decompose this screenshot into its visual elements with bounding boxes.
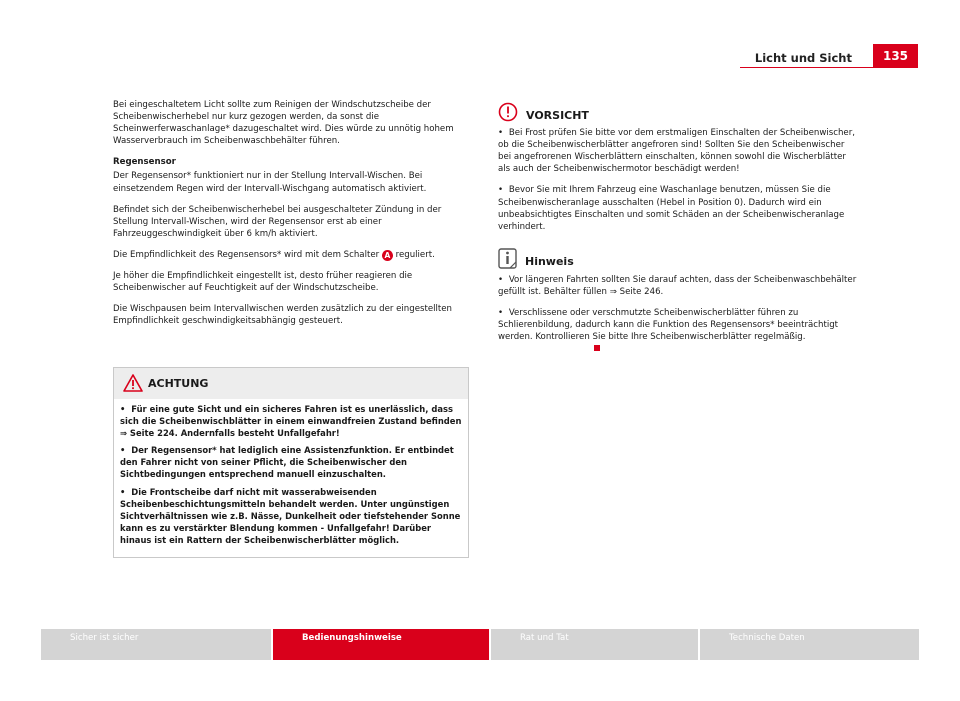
footer-tab-sicher[interactable]: Sicher ist sicher: [41, 629, 271, 660]
paragraph-rain-sensor-speed: Befindet sich der Scheibenwischerhebel bei ausgeschalteter Zündung in der Stellung Intervall-Wischen, wird der Regensensor erst ab einer Fahrzeuggeschwindigkeit über 6 km/h aktiviert.: [113, 204, 442, 239]
warning-triangle-icon: [123, 374, 143, 392]
switch-a-marker: A: [382, 250, 393, 261]
hinweis-title: Hinweis: [525, 255, 574, 269]
section-end-marker: [594, 345, 600, 351]
hinweis-header: [498, 248, 858, 269]
caution-icon: [498, 102, 518, 122]
left-column: [113, 99, 469, 336]
header-rule: [740, 67, 873, 68]
vorsicht-header: [498, 102, 858, 122]
achtung-item: • Der Regensensor* hat lediglich eine Assistenzfunktion. Er entbindet den Fahrer nicht von seiner Pflicht, die Scheibenwischer den Sichtbedingungen entsprechend manuell einzuschalten.: [120, 445, 454, 480]
achtung-item: • Für eine gute Sicht und ein sicheres Fahren ist es unerlässlich, dass sich die Scheibenwischblätter in einem einwandfreien Zustand befinden ⇒ Seite 224. Andernfalls besteht Unfallgefahr!: [120, 404, 462, 439]
hinweis-item: • Verschlissene oder verschmutzte Scheibenwischerblätter führen zu Schlierenbildung, dadurch kann die Funktion des Regensensors* beeinträchtigt werden. Kontrollieren Sie bitte Ihre Scheibenwischerblätter regelmäßig.: [498, 307, 858, 355]
hinweis-item: • Vor längeren Fahrten sollten Sie darauf achten, dass der Scheibenwaschbehälter gefüllt ist. Behälter füllen ⇒ Seite 246.: [498, 274, 857, 297]
paragraph-wipe-pauses: Die Wischpausen beim Intervallwischen werden zusätzlich zu der eingestellten Empfindlichkeit geschwindigkeitsabhängig gesteuert.: [113, 304, 452, 327]
vorsicht-item: • Bevor Sie mit Ihrem Fahrzeug eine Waschanlage benutzen, müssen Sie die Scheibenwischeranlage ausschalten (Hebel in Position 0). Dadurch wird ein unbeabsichtigtes Einschalten und somit Schäden an der Scheibenwischeranlage verhindert.: [498, 185, 845, 232]
sensitivity-text-end: reguliert.: [395, 249, 435, 260]
vorsicht-item: • Bei Frost prüfen Sie bitte vor dem erstmaligen Einschalten der Scheibenwischer, ob die Scheibenwischerblätter angefroren sind! Sollten Sie den Scheibenwischer bei angefrorenen Wischerblättern einschalten, können sowohl die Wischerblätter als auch der Scheibenwischermotor beschädigt werden!: [498, 128, 855, 175]
vorsicht-title: VORSICHT: [526, 109, 589, 122]
right-column: [498, 102, 858, 364]
achtung-title: ACHTUNG: [148, 377, 209, 390]
paragraph-light-washer: Bei eingeschaltetem Licht sollte zum Reinigen der Windschutzscheibe der Scheibenwischerhebel nur kurz gezogen werden, da sonst die Scheinwerferwaschanlage* dazugeschaltet wird. Dies würde zu unnötig hohem Wasserverbrauch im Scheibenwaschbehälter führen.: [113, 100, 454, 147]
achtung-item: • Die Frontscheibe darf nicht mit wasserabweisenden Scheibenbeschichtungsmitteln behandelt werden. Unter ungünstigen Sichtverhältnissen wie z.B. Nässe, Dunkelheit oder tiefstehender Sonne kann es zu verstärkter Blendung kommen - Unfallgefahr! Darüber hinaus ist ein Rattern der Scheibenwischerblätter möglich.: [120, 486, 461, 545]
chapter-title: Licht und Sicht: [754, 51, 852, 65]
page-number: 135: [873, 44, 918, 68]
info-note-icon: [498, 248, 517, 269]
footer-nav: [41, 629, 919, 660]
achtung-body: [114, 399, 468, 546]
sensitivity-text: Die Empfindlichkeit des Regensensors* wird mit dem Schalter: [113, 249, 380, 260]
section-heading-regensensor: Regensensor: [113, 157, 176, 168]
achtung-box: [113, 367, 469, 558]
footer-tab-rat-und-tat[interactable]: Rat und Tat: [491, 629, 698, 660]
paragraph-sensitivity: [113, 249, 469, 261]
footer-tab-bedienungshinweise[interactable]: Bedienungshinweise: [273, 629, 489, 660]
footer-tab-technische-daten[interactable]: Technische Daten: [700, 629, 919, 660]
paragraph-rain-sensor-mode: Der Regensensor* funktioniert nur in der Stellung Intervall-Wischen. Bei einsetzendem Regen wird der Intervall-Wischgang automatisch aktiviert.: [113, 171, 427, 194]
achtung-header: [114, 368, 468, 399]
paragraph-sensitivity-effect: Je höher die Empfindlichkeit eingestellt ist, desto früher reagieren die Scheibenwischer auf Feuchtigkeit auf der Windschutzscheibe.: [113, 271, 413, 294]
